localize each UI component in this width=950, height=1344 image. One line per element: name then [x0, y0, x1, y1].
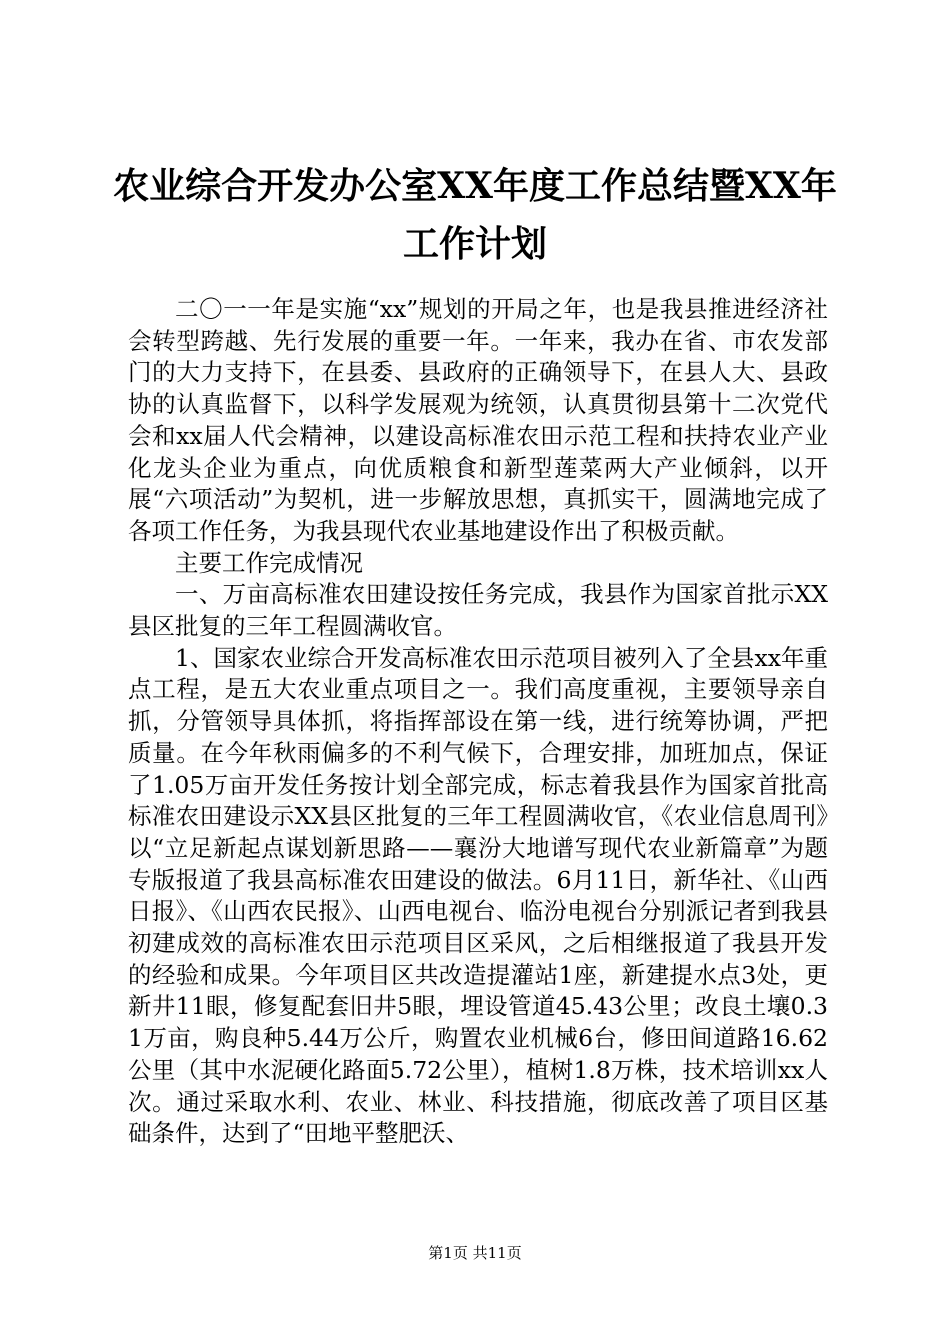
document-title-line-2: 工作计划 — [402, 223, 547, 265]
paragraph-section-one: 一、万亩高标准农田建设按任务完成，我县作为国家首批示XX县区批复的三年工程圆满收官。 — [128, 580, 828, 641]
section-heading-main-work: 主要工作完成情况 — [175, 548, 363, 577]
document-body — [128, 294, 828, 1150]
document-title-line-1: 农业综合开发办公室XX年度工作总结暨XX年 — [113, 165, 837, 207]
paragraph-intro: 二〇一一年是实施“xx”规划的开局之年，也是我县推进经济社会转型跨越、先行发展的重要一年。一年来，我办在省、市农发部门的大力支持下，在县委、县政府的正确领导下，在县人大、县政协的认真监督下，以科学发展观为统领，认真贯彻县第十二次党代会和xx届人代会精神，以建设高标准农田示范工程和扶持农业产业化龙头企业为重点，向优质粮食和新型莲菜两大产业倾斜，以开展“六项活动”为契机，进一步解放思想，真抓实干，圆满地完成了各项工作任务，为我县现代农业基地建设作出了积极贡献。 — [128, 295, 828, 545]
paragraph-item-one: 1、国家农业综合开发高标准农田示范项目被列入了全县xx年重点工程，是五大农业重点项目之一。我们高度重视，主要领导亲自抓，分管领导具体抓，将指挥部设在第一线，进行统筹协调，严把质量。在今年秋雨偏多的不利气候下，合理安排，加班加点，保证了1.05万亩开发任务按计划全部完成，标志着我县作为国家首批高标准农田建设示XX县区批复的三年工程圆满收官，《农业信息周刊》以“立足新起点谋划新思路——襄汾大地谱写现代农业新篇章”为题专版报道了我县高标准农田建设的做法。6月11日，新华社、《山西日报》、《山西农民报》、山西电视台、临汾电视台分别派记者到我县初建成效的高标准农田示范项目区采风，之后相继报道了我县开发的经验和成果。今年项目区共改造提灌站1座，新建提水点3处，更新井11眼，修复配套旧井5眼，埋设管道45.43公里；改良土壤0.31万亩，购良种5.44万公斤，购置农业机械6台，修田间道路16.62公里（其中水泥硬化路面5.72公里），植树1.8万株，技术培训xx人次。通过采取水利、农业、林业、科技措施，彻底改善了项目区基础条件，达到了“田地平整肥沃、 — [128, 643, 828, 1148]
page-footer: 第1页 共11页 — [428, 1244, 522, 1262]
